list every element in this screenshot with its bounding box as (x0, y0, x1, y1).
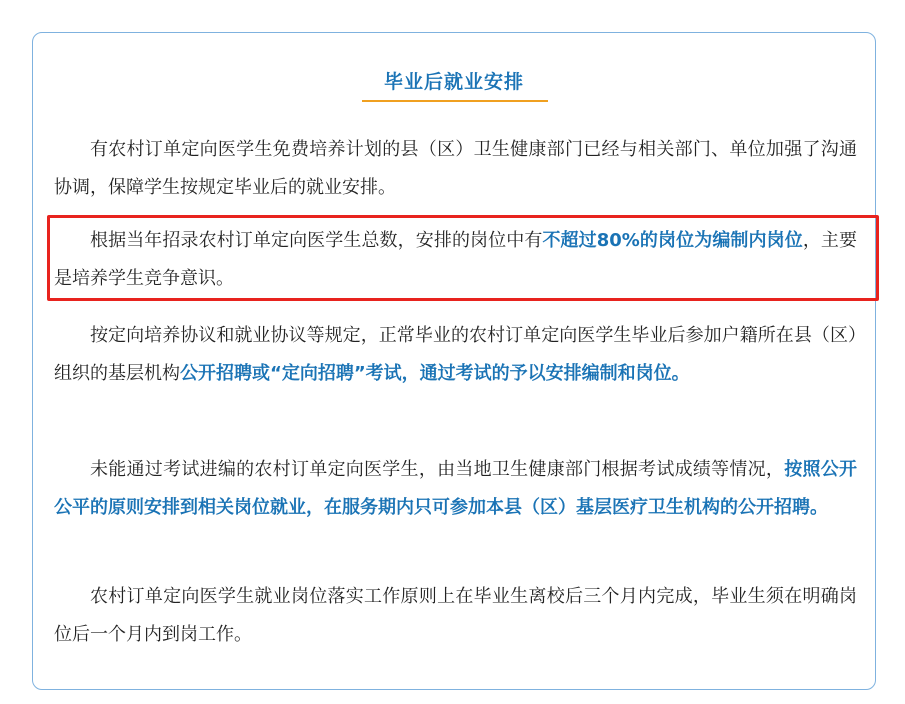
paragraph-text: ，主要是培养学生竞争意识。 (54, 230, 858, 289)
paragraph-text: 有农村订单定向医学生免费培养计划的县（区）卫生健康部门已经与相关部门、单位加强了沟通协调，保障学生按规定毕业后的就业安排。 (54, 139, 857, 198)
info-card (32, 32, 876, 690)
highlight-text: 按照公开公平的原则安排到相关岗位就业，在服务期内只可参加本县（区）基层医疗卫生机构的公开招聘。 (54, 459, 858, 518)
paragraph-recruitment (54, 317, 857, 393)
paragraph-timeline (54, 578, 857, 654)
paragraph-text: 未能通过考试进编的农村订单定向医学生，由当地卫生健康部门根据考试成绩等情况， (90, 459, 785, 480)
paragraph-quota (54, 222, 857, 298)
title-underline (362, 100, 548, 102)
paragraph-text: 根据当年招录农村订单定向医学生总数，安排的岗位中有 (90, 230, 543, 251)
section-title: 毕业后就业安排 (383, 71, 524, 93)
highlight-text: 公开招聘或“定向招聘”考试，通过考试的予以安排编制和岗位。 (180, 363, 690, 384)
paragraph-coordination (54, 131, 857, 207)
paragraph-text: 按定向培养协议和就业协议等规定，正常毕业的农村订单定向医学生毕业后参加户籍所在县（区）组织的基层机构 (54, 325, 857, 384)
highlight-text: 不超过80%的岗位为编制内岗位 (542, 230, 803, 251)
paragraph-failed-exam (54, 451, 857, 527)
paragraph-text: 农村订单定向医学生就业岗位落实工作原则上在毕业生离校后三个月内完成，毕业生须在明确岗位后一个月内到岗工作。 (54, 586, 857, 645)
